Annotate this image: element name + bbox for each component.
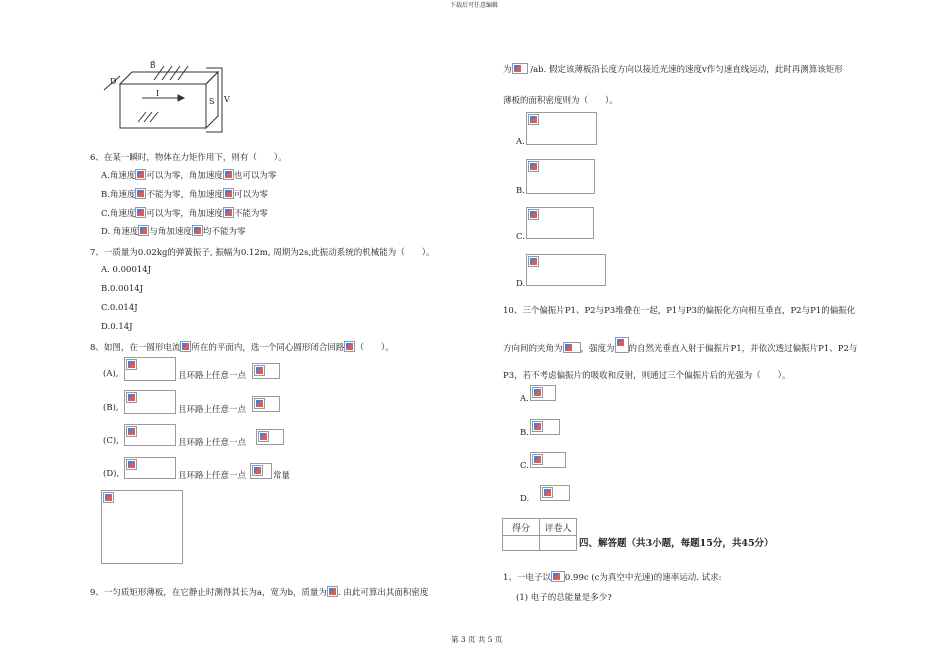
q9-option-b: B.: [516, 186, 525, 196]
grader-label: 评卷人: [540, 519, 577, 536]
formula-image: [512, 63, 528, 74]
q8-c-formula-2: [256, 429, 284, 445]
header-note: 下载后可任意编辑: [450, 2, 499, 9]
q7-option-d: D.0.14J: [101, 322, 133, 332]
formula-image: [223, 188, 234, 199]
q8-b-formula: [124, 390, 176, 414]
q8-option-c-label: (C),: [103, 436, 119, 446]
page-number: 第 3 页 共 5 页: [451, 635, 503, 644]
q6-stem: 6、在某一瞬时，物体在力矩作用下，则有（ ）。: [90, 153, 287, 163]
label-i: I: [156, 89, 160, 98]
section-four-title: 四、解答题（共3小题，每题15分，共45分）: [579, 538, 774, 549]
formula-image: [327, 586, 338, 597]
formula-image: [135, 207, 146, 218]
score-label: 得分: [503, 519, 540, 536]
q6-option-d: D. 角速度 与角加速度 均不能为零: [101, 227, 246, 237]
q7-option-a: A. 0.00014J: [101, 265, 152, 275]
s1-line1: 1、一电子以 0.99c (c为真空中光速)的速率运动. 试求:: [503, 573, 722, 583]
q9-line2: 为 /ab. 假定该薄板沿长度方向以接近光速的速度v作匀速直线运动，此时再测算该矩形: [503, 65, 843, 75]
formula-image: [135, 188, 146, 199]
q8-stem: 8、如图，在一圆形电流 所在的平面内，选一个同心圆形闭合回路 （ ）。: [90, 343, 394, 353]
formula-image: [223, 207, 234, 218]
score-cell[interactable]: [503, 536, 540, 551]
q6-option-a: A.角速度 可以为零，角加速度 也可以为零: [101, 171, 277, 181]
formula-image: [138, 225, 149, 236]
formula-image: [180, 341, 191, 352]
q10-c-formula: [530, 452, 566, 468]
q9-d-formula: [526, 254, 606, 286]
score-table: [502, 518, 577, 551]
q10-a-formula: [530, 385, 556, 401]
formula-image: [615, 337, 629, 353]
q8-option-b-mid: 且环路上任意一点: [178, 405, 247, 415]
q8-option-a-label: (A),: [103, 369, 119, 379]
grader-cell[interactable]: [540, 536, 577, 551]
q10-line1: 10、三个偏振片P1、P2与P3堆叠在一起，P1与P3的偏振化方向相互垂直，P2与P1的偏振化: [503, 306, 856, 316]
label-v: V: [224, 95, 230, 104]
q9-a-formula: [526, 112, 597, 145]
formula-image: [135, 169, 146, 180]
formula-image: [563, 342, 581, 353]
q9-c-formula: [526, 207, 594, 239]
q9-option-a: A.: [516, 137, 525, 147]
q9-b-formula: [526, 159, 595, 194]
q10-d-formula: [540, 485, 570, 501]
q8-option-d-tail: 常量: [273, 471, 291, 481]
formula-image: [344, 341, 355, 352]
q9-line1: 9、一匀质矩形薄板，在它静止时测得其长为a，宽为b，质量为 . 由此可算出其面积密度: [90, 588, 429, 598]
q8-option-a-mid: 且环路上任意一点: [178, 371, 247, 381]
q10-option-b: B.: [520, 428, 529, 438]
q10-option-d: D.: [520, 494, 530, 504]
q10-line2: 方向间的夹角为 ，强度为 的自然光垂直入射于偏振片P1，并依次透过偏振片P1、P2与: [503, 337, 857, 354]
q10-option-c: C.: [520, 461, 529, 471]
formula-image: [192, 225, 203, 236]
q7-option-b: B.0.0014J: [101, 284, 144, 294]
label-b: B⃗: [150, 61, 156, 70]
s1-line2: (1) 电子的总能量是多少?: [516, 593, 612, 603]
q8-option-d-mid: 且环路上任意一点: [178, 471, 247, 481]
q8-option-b-label: (B),: [103, 403, 119, 413]
q9-option-d: D.: [516, 279, 526, 289]
q7-stem: 7、一质量为0.02kg的弹簧振子, 振幅为0.12m, 周期为2s,此振动系统的机械能为（ ）。: [90, 248, 435, 258]
q9-line3: 薄板的面积密度则为（ ）。: [503, 96, 618, 106]
q8-d-formula-2: [250, 463, 272, 479]
q10-b-formula: [530, 419, 560, 435]
q10-line3: P3，若不考虑偏振片的吸收和反射，则通过三个偏振片后的光强为（ ）。: [503, 371, 791, 381]
q9-option-c: C.: [516, 232, 525, 242]
label-s: S: [209, 97, 215, 106]
q8-c-formula: [124, 424, 176, 446]
q7-option-c: C.0.014J: [101, 303, 138, 313]
q10-option-a: A.: [520, 394, 529, 404]
formula-image: [551, 571, 565, 582]
q8-a-formula-2: [252, 363, 280, 379]
q8-b-formula-2: [252, 396, 280, 412]
label-d: D: [110, 77, 117, 86]
q8-a-formula: [124, 357, 176, 381]
formula-image: [223, 169, 234, 180]
q6-option-c: C.角速度 可以为零，角加速度 不能为零: [101, 209, 268, 219]
q8-option-d-label: (D),: [103, 469, 120, 479]
q8-figure-image: [101, 490, 183, 564]
q6-option-b: B.角速度 不能为零，角加速度 可以为零: [101, 190, 268, 200]
hall-effect-figure: [98, 56, 230, 140]
q8-d-formula: [124, 457, 176, 479]
q8-option-c-mid: 且环路上任意一点: [178, 438, 247, 448]
